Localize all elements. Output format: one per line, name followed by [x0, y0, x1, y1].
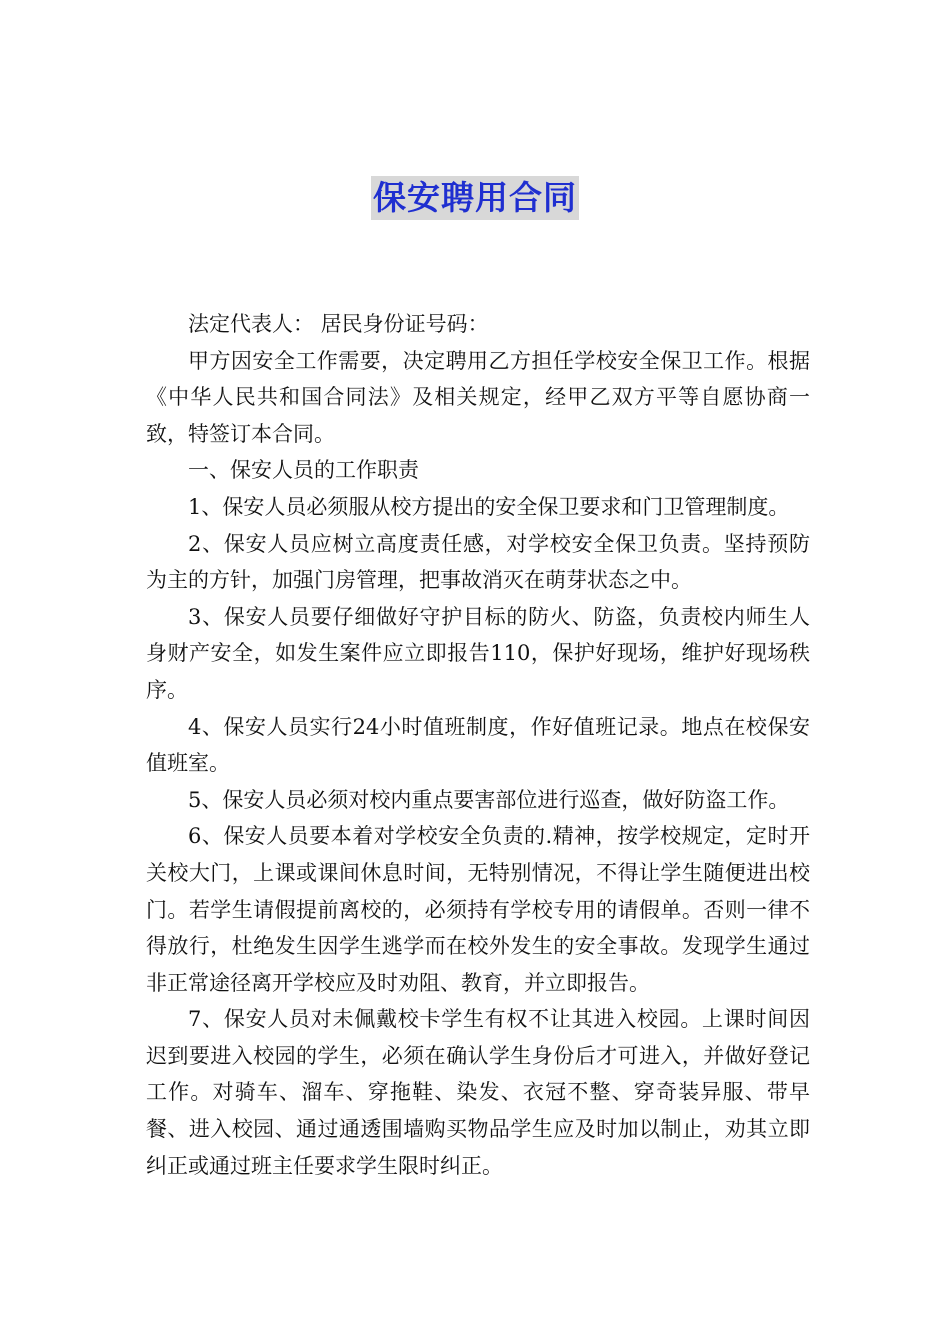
paragraph-duty-4: 4、保安人员实行24小时值班制度，作好值班记录。地点在校保安值班室。: [146, 714, 810, 776]
paragraph-duty-5: 5、保安人员必须对校内重点要害部位进行巡查，做好防盗工作。: [188, 787, 790, 812]
paragraph-duty-3: 3、保安人员要仔细做好守护目标的防火、防盗，负责校内师生人身财产安全，如发生案件应立即报告110，保护好现场，维护好现场秩序。: [146, 604, 810, 702]
paragraph-duty-6: 6、保安人员要本着对学校安全负责的.精神，按学校规定，定时开关校大门，上课或课间休息时间，无特别情况，不得让学生随便进出校门。若学生请假提前离校的，必须持有学校专用的请假单。否则一律不得放行，杜绝发生因学生逃学而在校外发生的安全事故。发现学生通过非正常途径离开学校应及时劝阻、教育，并立即报告。: [146, 824, 810, 995]
paragraph-representative: 法定代表人： 居民身份证号码：: [188, 312, 489, 336]
paragraph-duty-1: 1、保安人员必须服从校方提出的安全保卫要求和门卫管理制度。: [188, 494, 790, 519]
document-title: 保安聘用合同: [371, 176, 579, 220]
document-body: [146, 306, 810, 1184]
section-heading-duties: 一、保安人员的工作职责: [188, 458, 419, 483]
paragraph-duty-2: 2、保安人员应树立高度责任感，对学校安全保卫负责。坚持预防为主的方针，加强门房管理，把事故消灭在萌芽状态之中。: [146, 531, 810, 593]
paragraph-preamble: 甲方因安全工作需要，决定聘用乙方担任学校安全保卫工作。根据《中华人民共和国合同法》及相关规定，经甲乙双方平等自愿协商一致，特签订本合同。: [146, 348, 810, 446]
paragraph-duty-7: 7、保安人员对未佩戴校卡学生有权不让其进入校园。上课时间因迟到要进入校园的学生，必须在确认学生身份后才可进入，并做好登记工作。对骑车、溜车、穿拖鞋、染发、衣冠不整、穿奇装异服、带早餐、进入校园、通过通透围墙购买物品学生应及时加以制止，劝其立即纠正或通过班主任要求学生限时纠正。: [146, 1007, 810, 1178]
title-container: [0, 176, 950, 220]
